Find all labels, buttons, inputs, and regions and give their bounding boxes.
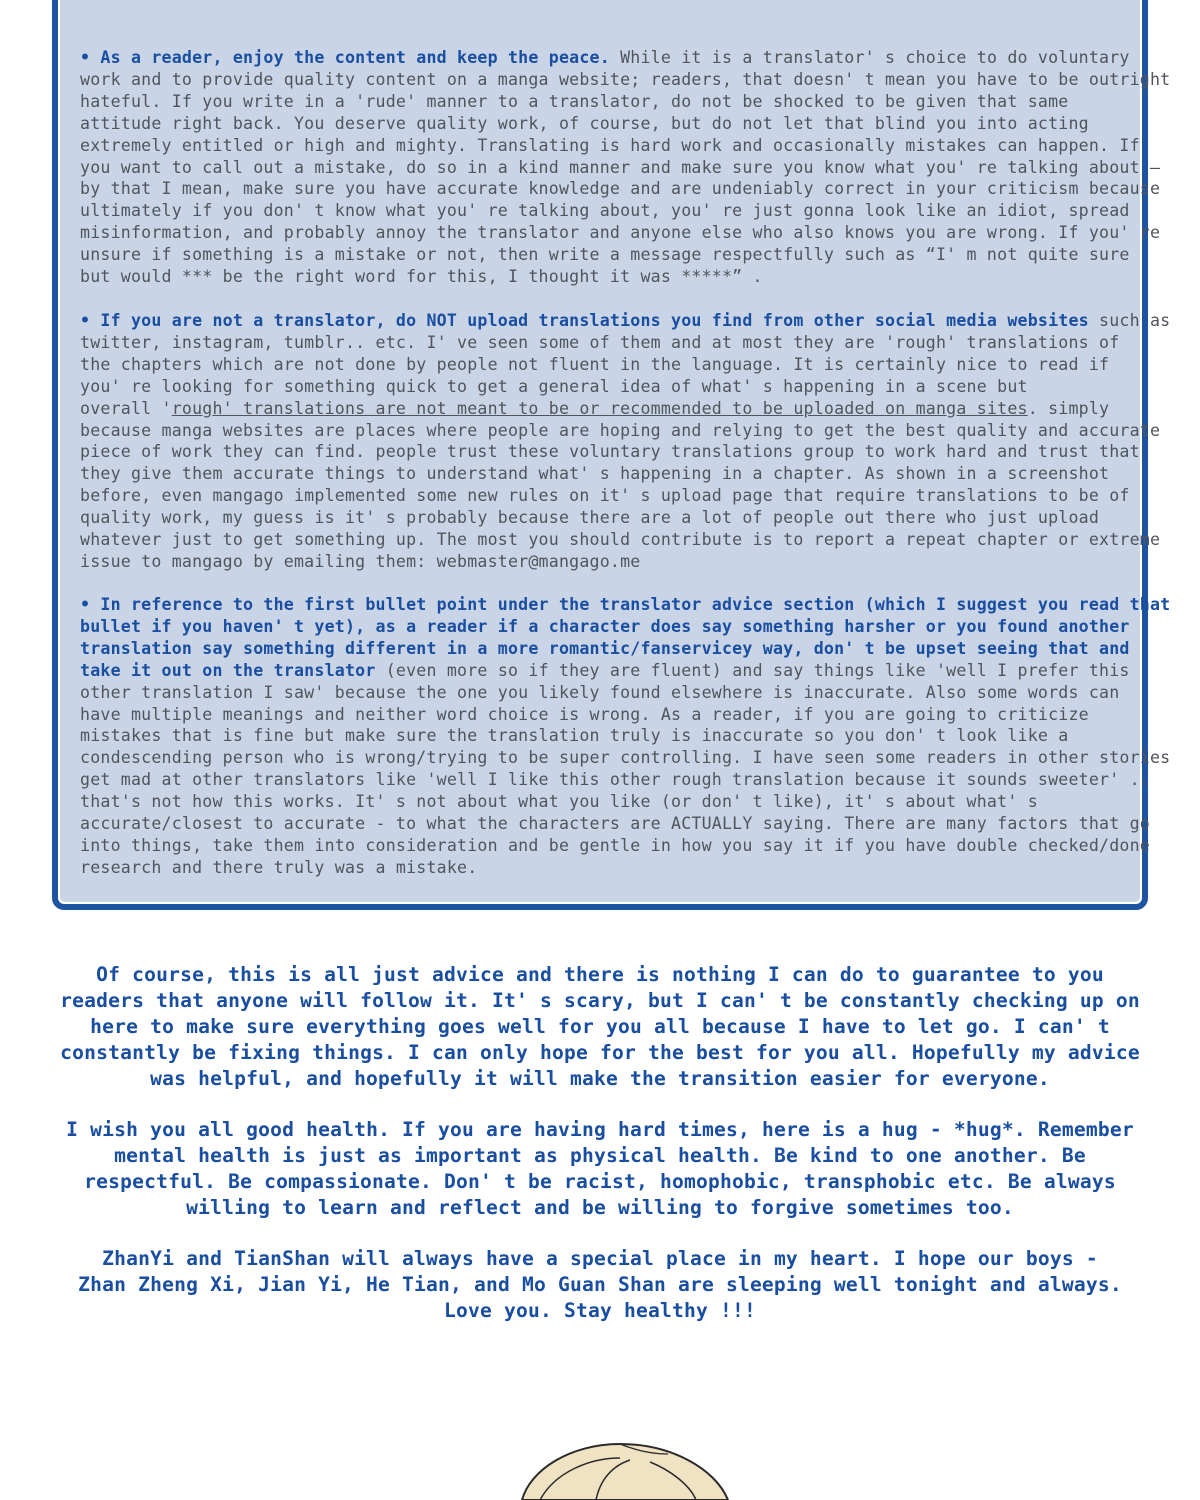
bullet-line: extremely entitled or high and mighty. Translating is hard work and occasionally mistakes can happen. If bbox=[80, 135, 1140, 155]
bullet-heading: • If you are not a translator, do NOT upload translations you find from other social media websites bbox=[80, 311, 1089, 330]
bullet-line: piece of work they can find. people trust these voluntary translations group to work hard and trust that bbox=[80, 442, 1140, 462]
bullet-line: hateful. If you write in a 'rude' manner to a translator, do not be shocked to be given that same bbox=[80, 91, 1069, 111]
closing-line: readers that anyone will follow it. It' s scary, but I can' t be constantly checking up on bbox=[60, 989, 1140, 1012]
bullet-line: have multiple meanings and neither word choice is wrong. As a reader, if you are going to criticize bbox=[80, 704, 1089, 724]
closing-line: respectful. Be compassionate. Don' t be racist, homophobic, transphobic etc. Be always bbox=[84, 1170, 1116, 1193]
bullet-line: get mad at other translators like 'well I like this other rough translation because it sounds sweeter' .. bbox=[80, 770, 1150, 790]
bullet-line: that's not how this works. It' s not about what you like (or don' t like), it' s about what' s bbox=[80, 792, 1038, 812]
bullet-line: twitter, instagram, tumblr.. etc. I' ve seen some of them and at most they are 'rough' translations of bbox=[80, 332, 1120, 352]
bullet-heading-line: bullet if you haven' t yet), as a reader if a character does say something harsher or you found another bbox=[80, 616, 1130, 636]
bullet-no-upload bbox=[80, 310, 1171, 573]
bullet-line bbox=[80, 660, 1130, 682]
bullet-reference-translator bbox=[80, 594, 1171, 879]
bullet-line: issue to mangago by emailing them: webmaster@mangago.me bbox=[80, 551, 641, 571]
bullet-line: mistakes that is fine but make sure the translation truly is inaccurate so you don' t look like a bbox=[80, 726, 1069, 746]
closing-line: Love you. Stay healthy !!! bbox=[444, 1299, 756, 1322]
bullet-text: While it is a translator' s choice to do voluntary bbox=[609, 48, 1130, 67]
bullet-line: you want to call out a mistake, do so in a kind manner and make sure you know what you' re talking about — bbox=[80, 157, 1161, 177]
underlined-text: rough' translations are not meant to be or recommended to be uploaded on manga sites bbox=[171, 398, 1028, 418]
bullet-line: but would *** be the right word for this, I thought it was *****” . bbox=[80, 267, 763, 287]
bullet-line: by that I mean, make sure you have accurate knowledge and are undeniably correct in your criticism because bbox=[80, 179, 1161, 199]
closing-line: was helpful, and hopefully it will make the transition easier for everyone. bbox=[150, 1067, 1050, 1090]
bullet-line: into things, take them into consideration and be gentle in how you say it if you have double checked/done bbox=[80, 835, 1150, 855]
closing-health-paragraph bbox=[52, 1117, 1148, 1221]
rules-panel bbox=[52, 0, 1171, 910]
bullet-heading-line: • In reference to the first bullet point under the translator advice section (which I suggest you read that bbox=[80, 595, 1171, 614]
bullet-line bbox=[80, 47, 1130, 69]
closing-line: Zhan Zheng Xi, Jian Yi, He Tian, and Mo Guan Shan are sleeping well tonight and always. bbox=[78, 1273, 1122, 1296]
bullet-line: before, even mangago implemented some new rules on it' s upload page that require translations to be of bbox=[80, 486, 1130, 506]
bullet-heading: • As a reader, enjoy the content and keep the peace. bbox=[80, 48, 610, 67]
bullet-line: you' re looking for something quick to get a general idea of what' s happening in a scene but bbox=[80, 376, 1028, 396]
bullet-line: other translation I saw' because the one you likely found elsewhere is inaccurate. Also some words can bbox=[80, 682, 1120, 702]
bullet-reader-peace bbox=[80, 47, 1171, 288]
bullet-line: the chapters which are not done by people not fluent in the language. It is certainly nice to read if bbox=[80, 354, 1110, 374]
closing-line: mental health is just as important as physical health. Be kind to one another. Be bbox=[114, 1144, 1086, 1167]
closing-line: Of course, this is all just advice and there is nothing I can do to guarantee to you bbox=[96, 963, 1104, 986]
character-hair-illustration bbox=[500, 1430, 760, 1500]
bullet-line: whatever just to get something up. The most you should contribute is to report a repeat chapter or extreme bbox=[80, 530, 1161, 550]
bullet-text: such as bbox=[1088, 311, 1171, 330]
bullet-line bbox=[80, 310, 1171, 332]
bullet-line: attitude right back. You deserve quality work, of course, but do not let that blind you into acting bbox=[80, 113, 1089, 133]
bullet-line: unsure if something is a mistake or not, then write a message respectfully such as “I' m not quite sure bbox=[80, 245, 1130, 265]
closing-advice-paragraph bbox=[52, 962, 1148, 1092]
bullet-text: overall ' bbox=[80, 398, 172, 418]
closing-line: here to make sure everything goes well for you all because I have to let go. I can' t bbox=[90, 1015, 1110, 1038]
bullet-line: quality work, my guess is it' s probably because there are a lot of people out there who just upload bbox=[80, 508, 1100, 528]
bullet-line: they give them accurate things to understand what' s happening in a chapter. As shown in a screenshot bbox=[80, 464, 1110, 484]
bullet-heading: take it out on the translator bbox=[80, 660, 376, 680]
rules-panel-inner bbox=[58, 0, 1171, 904]
closing-farewell-paragraph bbox=[52, 1246, 1148, 1324]
bullet-text: . simply bbox=[1027, 398, 1110, 418]
bullet-line: condescending person who is wrong/trying to be super controlling. I have seen some readers in other stories bbox=[80, 748, 1171, 768]
bullet-text: (even more so if they are fluent) and say things like 'well I prefer this bbox=[375, 660, 1130, 680]
bullet-line: accurate/closest to accurate - to what the characters are ACTUALLY saying. There are many factors that go bbox=[80, 814, 1150, 834]
closing-line: ZhanYi and TianShan will always have a special place in my heart. I hope our boys - bbox=[102, 1247, 1098, 1270]
bullet-line bbox=[80, 398, 1112, 420]
bullet-line: because manga websites are places where people are hoping and relying to get the best quality and accurate bbox=[80, 420, 1161, 440]
bullet-line: ultimately if you don' t know what you' re talking about, you' re just gonna look like an idiot, spread bbox=[80, 201, 1130, 221]
bullet-line: work and to provide quality content on a manga website; readers, that doesn' t mean you have to be outright bbox=[80, 69, 1171, 89]
bullet-line: misinformation, and probably annoy the translator and anyone else who also knows you are wrong. If you' re bbox=[80, 223, 1161, 243]
bullet-heading-line: translation say something different in a more romantic/fanservicey way, don' t be upset seeing that and bbox=[80, 638, 1130, 658]
bullet-line: research and there truly was a mistake. bbox=[80, 857, 478, 877]
closing-line: willing to learn and reflect and be willing to forgive sometimes too. bbox=[186, 1196, 1014, 1219]
closing-line: I wish you all good health. If you are having hard times, here is a hug - *hug*. Remember bbox=[66, 1118, 1134, 1141]
closing-line: constantly be fixing things. I can only hope for the best for you all. Hopefully my advice bbox=[60, 1041, 1140, 1064]
